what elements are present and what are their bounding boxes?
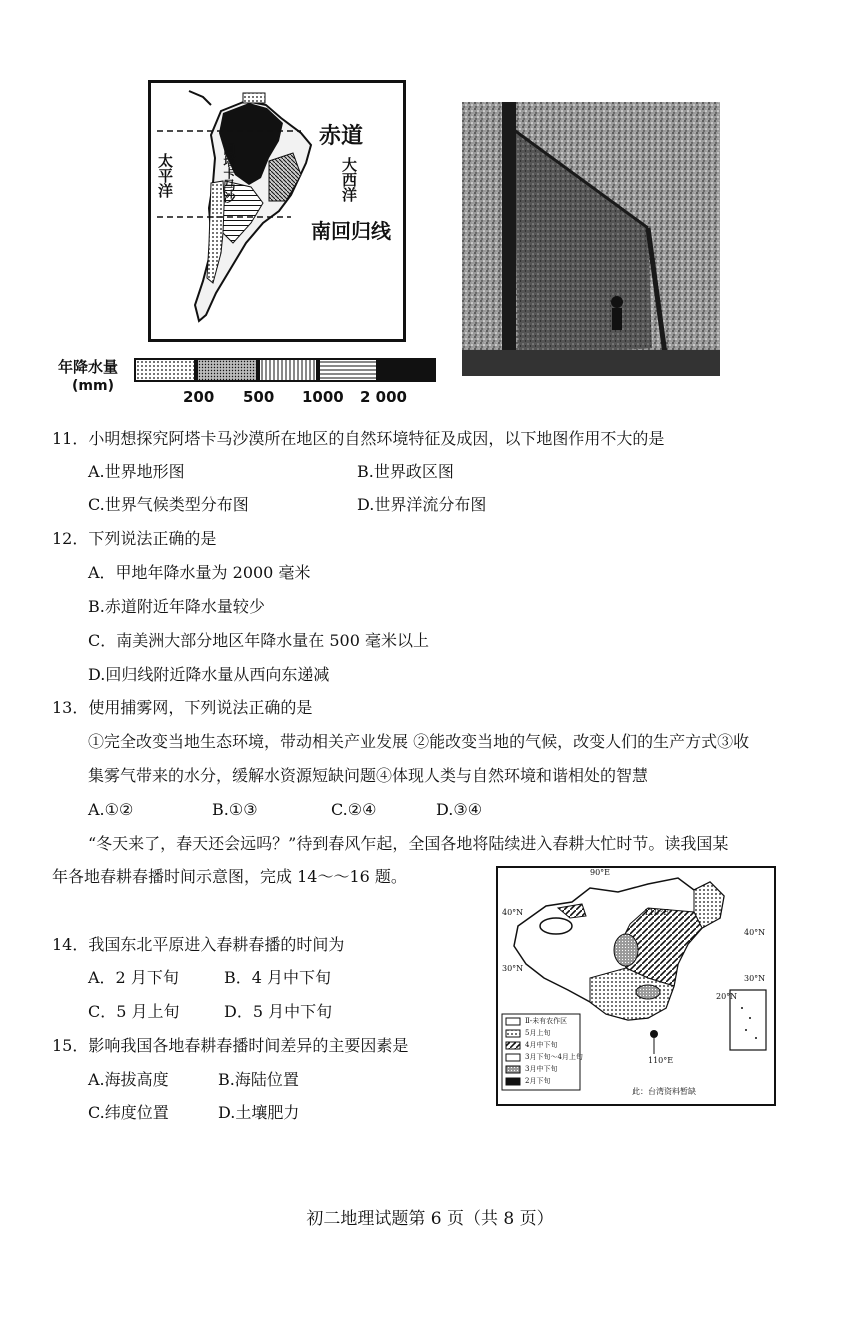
legend-swatch-5 [378, 358, 436, 382]
q11-option-b: B.世界政区图 [357, 462, 454, 481]
south-america-map-graphic [151, 83, 403, 339]
question-11-stem: 11．小明想探究阿塔卡马沙漠所在地区的自然环境特征及成因，以下地图作用不大的是 [52, 429, 665, 448]
china-legend-6: 2月下旬 [525, 1077, 551, 1085]
china-map-note: 此：台湾资料暂缺 [632, 1087, 696, 1096]
grat-40n-left: 40°N [502, 908, 524, 917]
legend-swatch-3-fill [260, 360, 316, 380]
pacific-label: 太平洋 [156, 153, 174, 198]
china-legend-4: 3月下旬～4月上旬 [525, 1053, 583, 1061]
legend-swatch-4 [318, 358, 378, 382]
legend-swatch-1-fill [136, 360, 194, 380]
legend-unit: (mm) [72, 378, 114, 394]
legend-swatch-4-fill [320, 360, 376, 380]
question-15-stem: 15．影响我国各地春耕春播时间差异的主要因素是 [52, 1036, 409, 1055]
intro-line-2: 年各地春耕春播时间示意图，完成 14～～16 题。 [52, 867, 407, 886]
legend-title: 年降水量 [58, 358, 119, 376]
q13-option-b: B.①③ [212, 800, 258, 819]
q15-option-d: D.土壤肥力 [218, 1103, 300, 1122]
grat-40n-right: 40°N [744, 928, 766, 937]
q13-option-c: C.②④ [331, 800, 377, 819]
question-13-stem: 13．使用捕雾网，下列说法正确的是 [52, 698, 313, 717]
legend-swatch-2-fill [198, 360, 256, 380]
atlantic-label: 大西洋 [340, 157, 358, 202]
china-legend-2: 5月上旬 [525, 1029, 551, 1037]
legend-tick-200: 200 [183, 388, 215, 406]
grat-30n-left: 30°N [502, 964, 524, 973]
china-sowing-map [496, 866, 776, 1106]
q15-option-c: C.纬度位置 [88, 1103, 169, 1122]
china-legend-5: 3月中下旬 [525, 1065, 558, 1073]
grat-30n-right: 30°N [744, 974, 766, 983]
q12-option-b: B.赤道附近年降水量较少 [88, 597, 265, 616]
legend-tick-1000: 1000 [302, 388, 344, 406]
grat-20n: 20°N [716, 992, 738, 1001]
q12-option-c: C．南美洲大部分地区年降水量在 500 毫米以上 [88, 631, 429, 650]
q15-option-a: A.海拔高度 [88, 1070, 169, 1089]
q13-body-line-2: 集雾气带来的水分，缓解水资源短缺问题④体现人类与自然环境和谐相处的智慧 [88, 766, 649, 785]
grat-110e-bottom: 110°E [648, 1056, 674, 1065]
fog-net-photo-graphic [462, 102, 720, 376]
equator-label: 赤道 [319, 124, 364, 149]
q13-option-a: A.①② [88, 800, 134, 819]
legend-tick-500: 500 [243, 388, 275, 406]
china-legend-1: Ⅱ-未有农作区 [525, 1017, 568, 1025]
legend-swatch-3 [258, 358, 318, 382]
south-america-precip-map [148, 80, 406, 342]
page-footer: 初二地理试题第 6 页（共 8 页） [306, 1209, 554, 1229]
legend-tick-2000: 2 000 [360, 388, 407, 406]
q11-option-a: A.世界地形图 [88, 462, 185, 481]
q14-option-c: C．5 月上旬 [88, 1002, 180, 1021]
q14-option-b: B．4 月中下旬 [224, 968, 332, 987]
q14-option-d: D．5 月中下旬 [224, 1002, 333, 1021]
legend-swatch-1 [134, 358, 196, 382]
q11-option-d: D.世界洋流分布图 [357, 495, 487, 514]
q15-option-b: B.海陆位置 [218, 1070, 299, 1089]
intro-line-1: “冬天来了，春天还会远吗？”待到春风乍起，全国各地将陆续进入春耕大忙时节。读我国某 [88, 834, 729, 853]
atacama-label: 阿塔卡马沙 [222, 143, 236, 203]
q12-option-d: D.回归线附近降水量从西向东递减 [88, 665, 330, 684]
china-legend-3: 4月中下旬 [525, 1041, 558, 1049]
question-12-stem: 12．下列说法正确的是 [52, 529, 217, 548]
grat-90e-top: 90°E [590, 868, 611, 877]
fog-net-photo [462, 102, 720, 376]
q14-option-a: A．2 月下旬 [88, 968, 179, 987]
legend-swatch-2 [196, 358, 258, 382]
question-14-stem: 14．我国东北平原进入春耕春播的时间为 [52, 935, 345, 954]
q12-option-a: A．甲地年降水量为 2000 毫米 [88, 563, 311, 582]
q13-body-line-1: ①完全改变当地生态环境，带动相关产业发展 ②能改变当地的气候，改变人们的生产方式③收 [88, 732, 750, 751]
q13-option-d: D.③④ [436, 800, 483, 819]
q11-option-c: C.世界气候类型分布图 [88, 495, 249, 514]
grat-110e-top: 110°E [644, 908, 670, 917]
tropic-label: 南回归线 [311, 219, 391, 243]
